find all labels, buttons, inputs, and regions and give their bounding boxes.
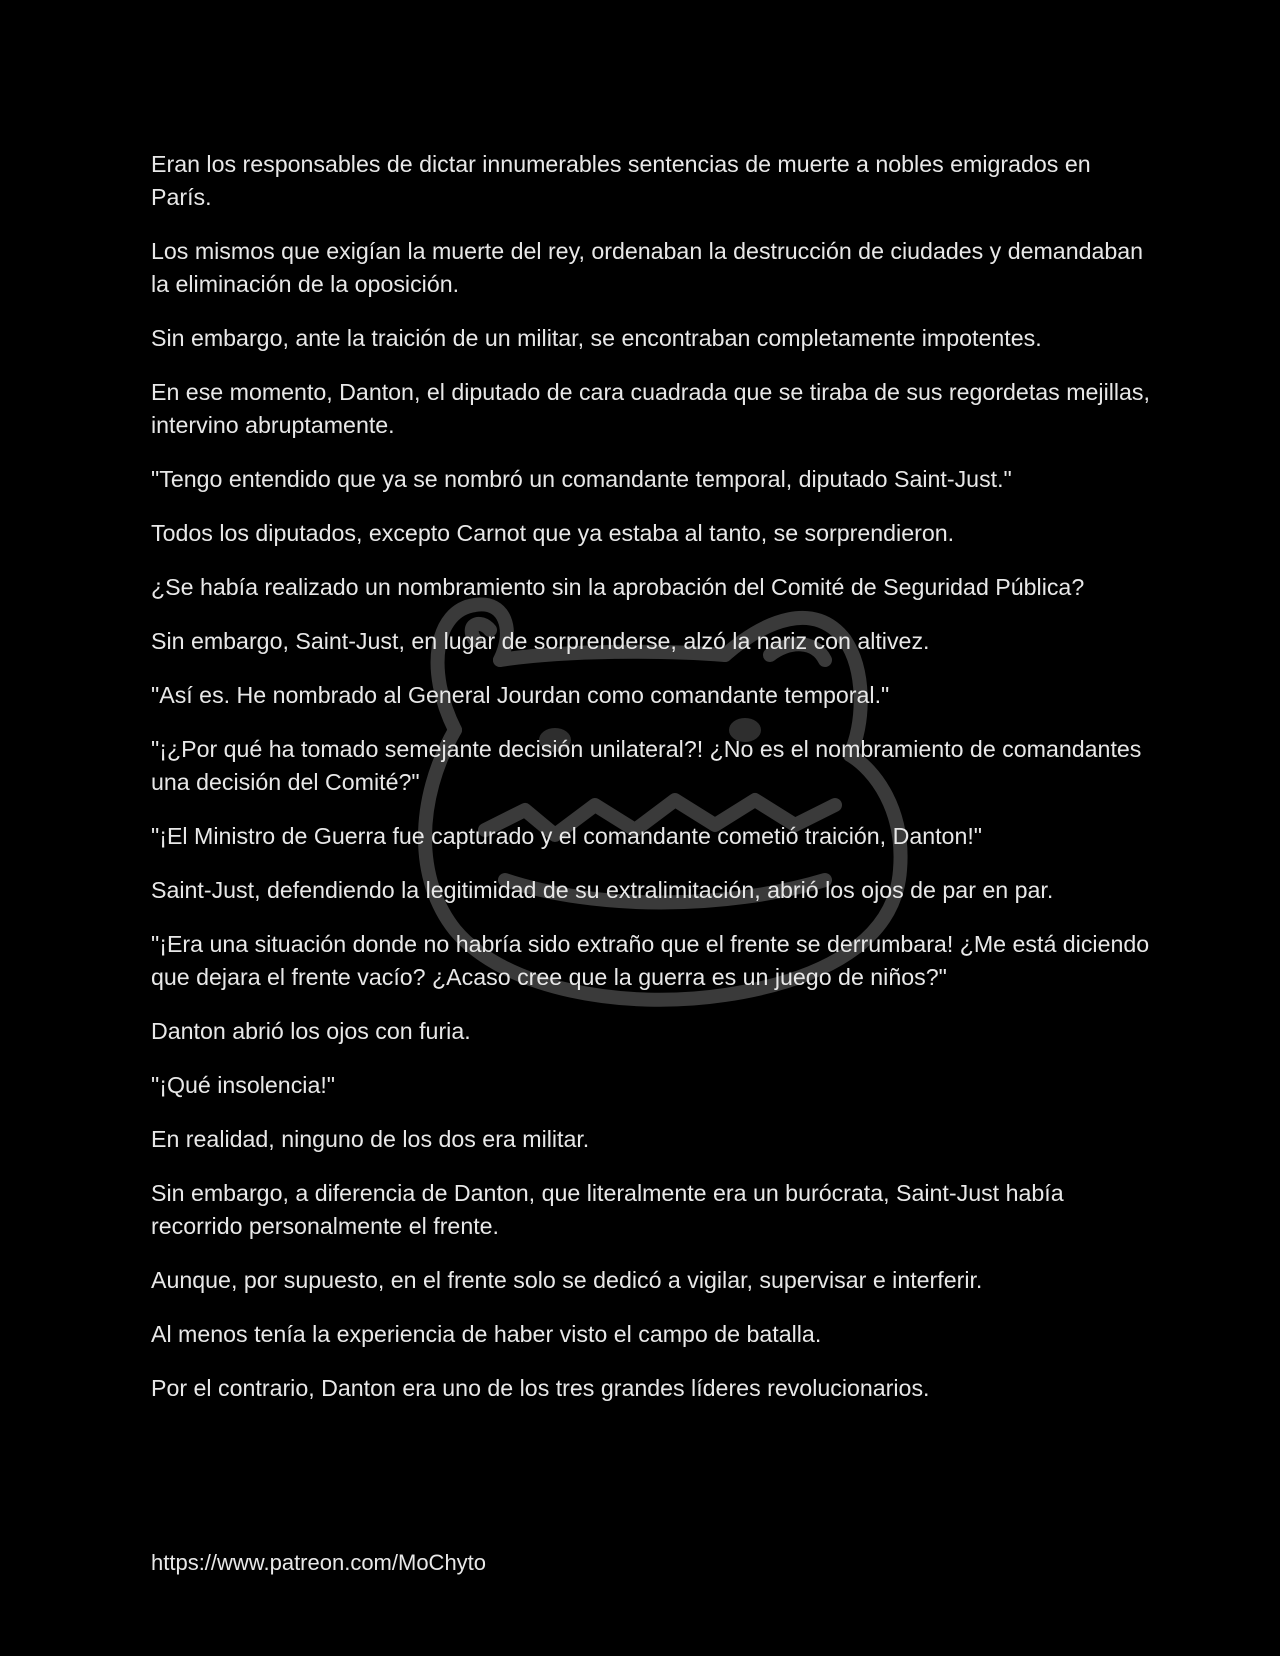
chapter-text (151, 148, 1151, 1426)
paragraph: "Tengo entendido que ya se nombró un comandante temporal, diputado Saint-Just." (151, 466, 1012, 492)
paragraph: "¡Qué insolencia!" (151, 1072, 336, 1098)
paragraph: Al menos tenía la experiencia de haber visto el campo de batalla. (151, 1321, 822, 1347)
paragraph: ¿Se había realizado un nombramiento sin la aprobación del Comité de Seguridad Pública? (151, 574, 1085, 600)
paragraph: Todos los diputados, excepto Carnot que ya estaba al tanto, se sorprendieron. (151, 520, 955, 546)
paragraph: Sin embargo, a diferencia de Danton, que literalmente era un burócrata, Saint-Just había recorrido personalmente el frente. (151, 1180, 1064, 1239)
paragraph: "¡El Ministro de Guerra fue capturado y el comandante cometió traición, Danton!" (151, 823, 983, 849)
paragraph: En realidad, ninguno de los dos era militar. (151, 1126, 590, 1152)
paragraph: Los mismos que exigían la muerte del rey, ordenaban la destrucción de ciudades y demandaban la eliminación de la oposición. (151, 238, 1144, 297)
paragraph: "¡Era una situación donde no habría sido extraño que el frente se derrumbara! ¿Me está diciendo que dejara el frente vacío? ¿Acaso cree que la guerra es un juego de niños?" (151, 931, 1150, 990)
patreon-link[interactable]: https://www.patreon.com/MoChyto (151, 1550, 487, 1575)
paragraph: Por el contrario, Danton era uno de los tres grandes líderes revolucionarios. (151, 1375, 930, 1401)
paragraph: "Así es. He nombrado al General Jourdan como comandante temporal." (151, 682, 890, 708)
paragraph: Sin embargo, Saint-Just, en lugar de sorprenderse, alzó la nariz con altivez. (151, 628, 930, 654)
paragraph: Aunque, por supuesto, en el frente solo se dedicó a vigilar, supervisar e interferir. (151, 1267, 983, 1293)
paragraph: En ese momento, Danton, el diputado de cara cuadrada que se tiraba de sus regordetas mejillas, intervino abruptamente. (151, 379, 1150, 438)
paragraph: Sin embargo, ante la traición de un militar, se encontraban completamente impotentes. (151, 325, 1042, 351)
paragraph: Eran los responsables de dictar innumerables sentencias de muerte a nobles emigrados en París. (151, 151, 1091, 210)
paragraph: Saint-Just, defendiendo la legitimidad de su extralimitación, abrió los ojos de par en par. (151, 877, 1054, 903)
paragraph: "¡¿Por qué ha tomado semejante decisión unilateral?! ¿No es el nombramiento de comandantes una decisión del Comité?" (151, 736, 1142, 795)
paragraph: Danton abrió los ojos con furia. (151, 1018, 471, 1044)
